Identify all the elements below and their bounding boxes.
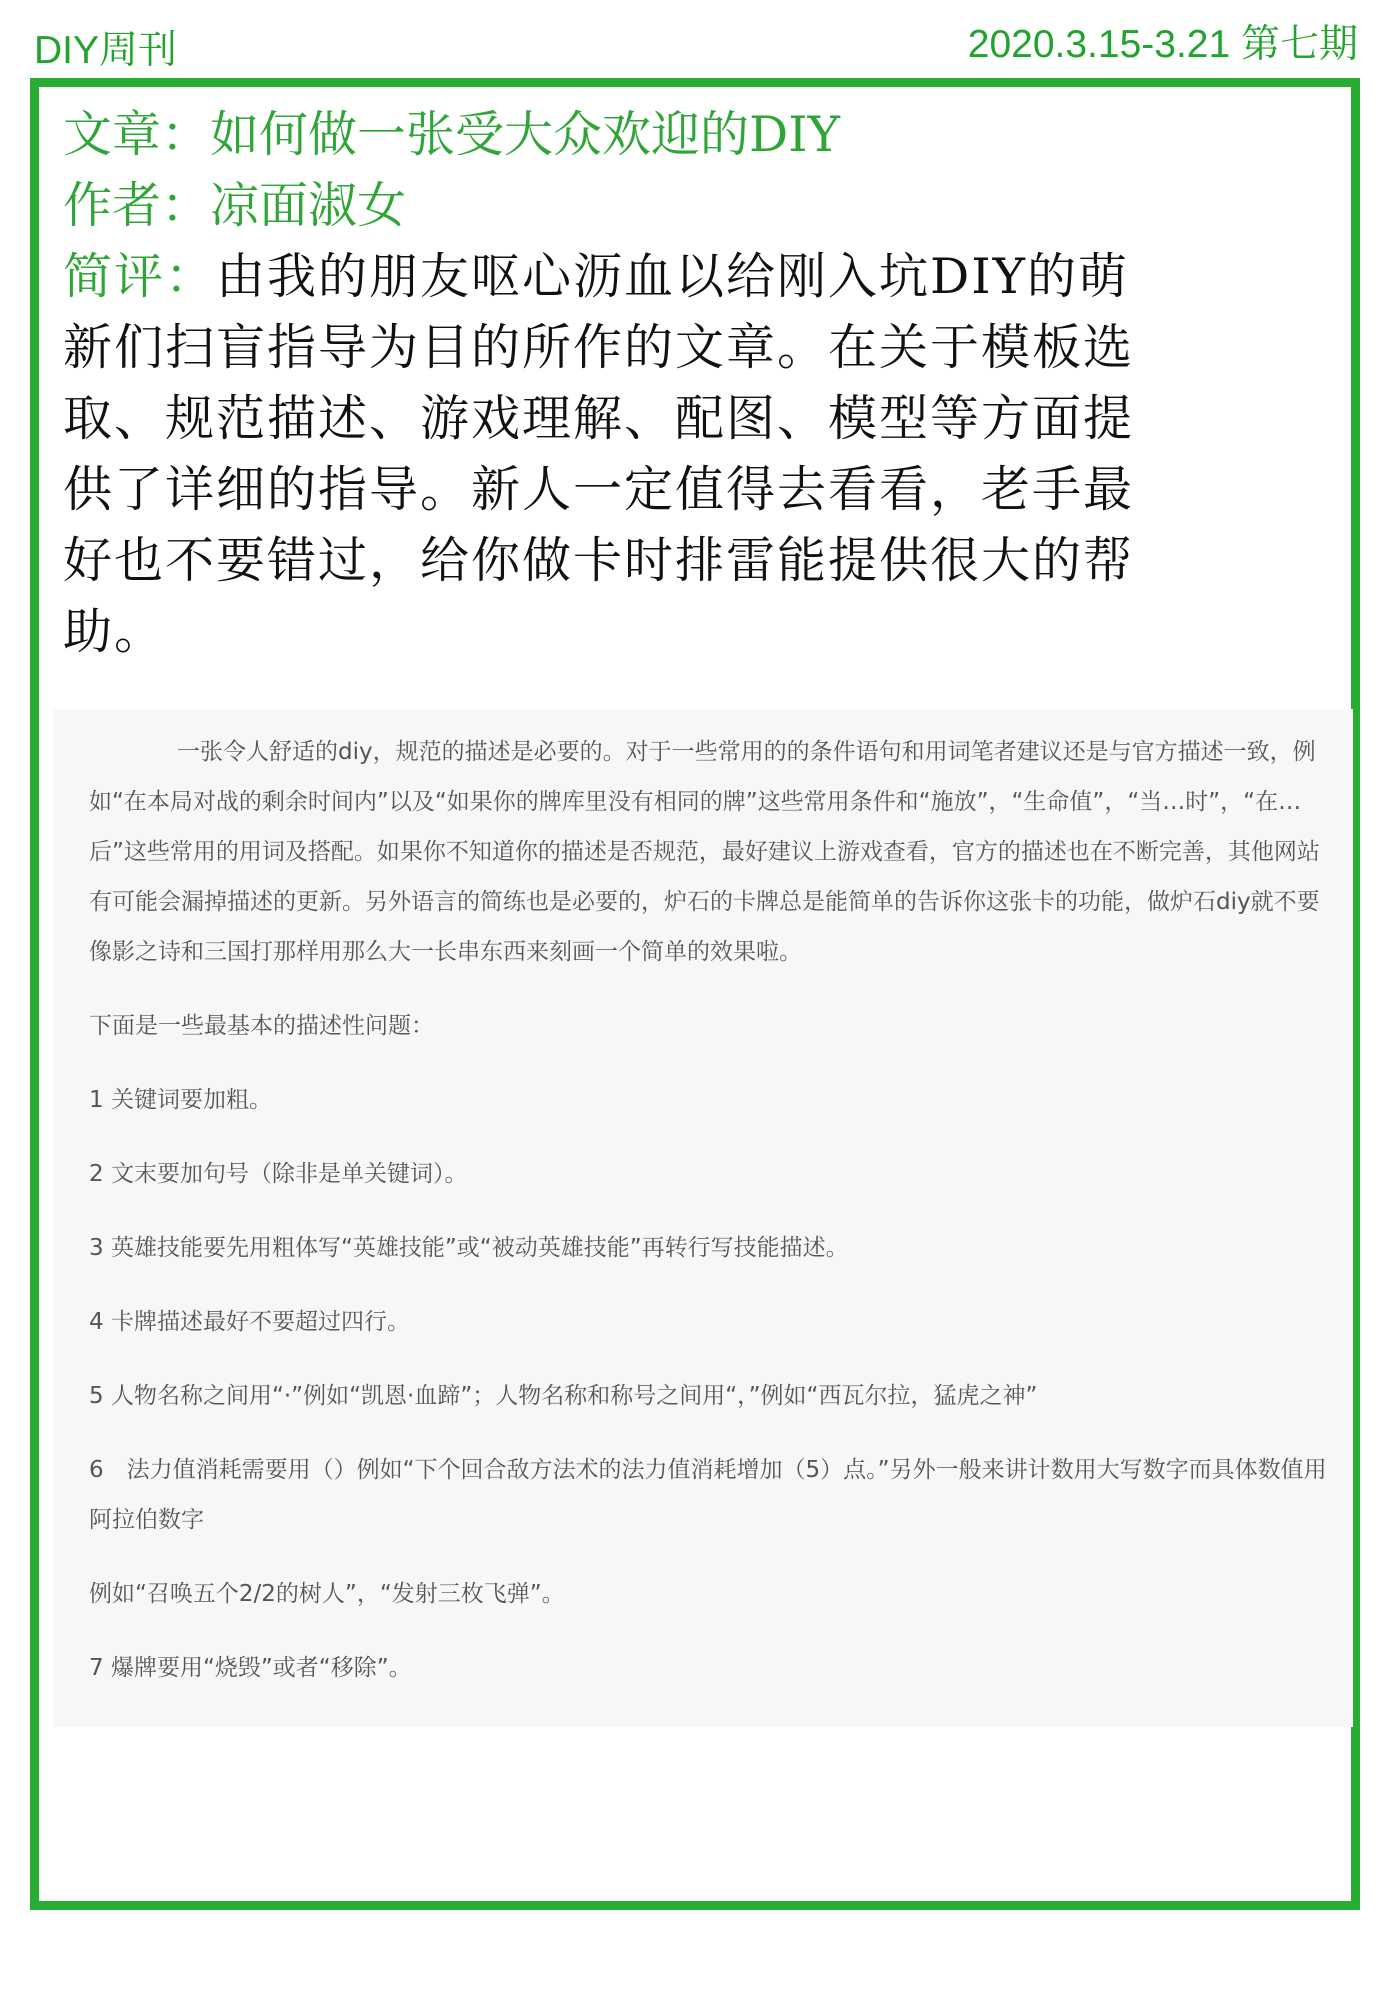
review-line-3: 取、规范描述、游戏理解、配图、模型等方面提 [63, 390, 1135, 447]
review-text-1: 由我的朋友呕心沥血以给刚入坑DIY的萌 [216, 248, 1130, 305]
review-line-5: 好也不要错过，给你做卡时排雷能提供很大的帮 [63, 532, 1135, 589]
rule-item: 2 文末要加句号（除非是单关键词）。 [89, 1161, 468, 1187]
excerpt-body [89, 727, 1339, 1693]
rule-item: 3 英雄技能要先用粗体写“英雄技能”或“被动英雄技能”再转行写技能描述。 [89, 1235, 849, 1261]
title-label: 文章： [63, 106, 211, 163]
review-line-4: 供了详细的指导。新人一定值得去看看，老手最 [63, 461, 1135, 518]
article-author: 凉面淑女 [210, 177, 407, 234]
review-line-1 [63, 241, 1353, 312]
content-frame [30, 78, 1360, 1910]
article-title-line [63, 99, 1353, 170]
review-line-6: 助。 [63, 603, 166, 660]
rule-item: 4 卡牌描述最好不要超过四行。 [89, 1309, 410, 1335]
rule-example: 例如“召唤五个2/2的树人”，“发射三枚飞弹”。 [89, 1581, 565, 1607]
excerpt-list-heading: 下面是一些最基本的描述性问题： [89, 1013, 434, 1039]
article-header [63, 99, 1353, 667]
rule-item: 1 关键词要加粗。 [89, 1087, 272, 1113]
rule-item: 5 人物名称之间用“·”例如“凯恩·血蹄”；人物名称和称号之间用“，”例如“西瓦尔拉，猛虎之神” [89, 1383, 1038, 1409]
magazine-name: DIY周刊 [34, 29, 178, 72]
top-bar [0, 0, 1400, 80]
article-excerpt [53, 709, 1353, 1727]
review-line-2: 新们扫盲指导为目的所作的文章。在关于模板选 [63, 319, 1135, 376]
article-title: 如何做一张受大众欢迎的DIY [210, 106, 841, 163]
review-label: 简评： [63, 248, 217, 305]
issue-info: 2020.3.15-3.21 第七期 [967, 23, 1358, 66]
rule-item: 7 爆牌要用“烧毁”或者“移除”。 [89, 1655, 412, 1681]
author-label: 作者： [63, 177, 211, 234]
excerpt-intro: 一张令人舒适的diy，规范的描述是必要的。对于一些常用的的条件语句和用词笔者建议还是与官方描述一致，例如“在本局对战的剩余时间内”以及“如果你的牌库里没有相同的牌”这些常用条件和“施放”，“生命值”，“当…时”，“在…后”这些常用的用词及搭配。如果你不知道你的描述是否规范，最好建议上游戏查看，官方的描述也在不断完善，其他网站有可能会漏掉描述的更新。另外语言的简练也是必要的，炉石的卡牌总是能简单的告诉你这张卡的功能，做炉石diy就不要像影之诗和三国打那样用那么大一长串东西来刻画一个简单的效果啦。 [89, 739, 1320, 965]
article-author-line [63, 170, 1353, 241]
rule-item: 6 法力值消耗需要用（）例如“下个回合敌方法术的法力值消耗增加（5）点。”另外一般来讲计数用大写数字而具体数值用阿拉伯数字 [89, 1457, 1327, 1533]
